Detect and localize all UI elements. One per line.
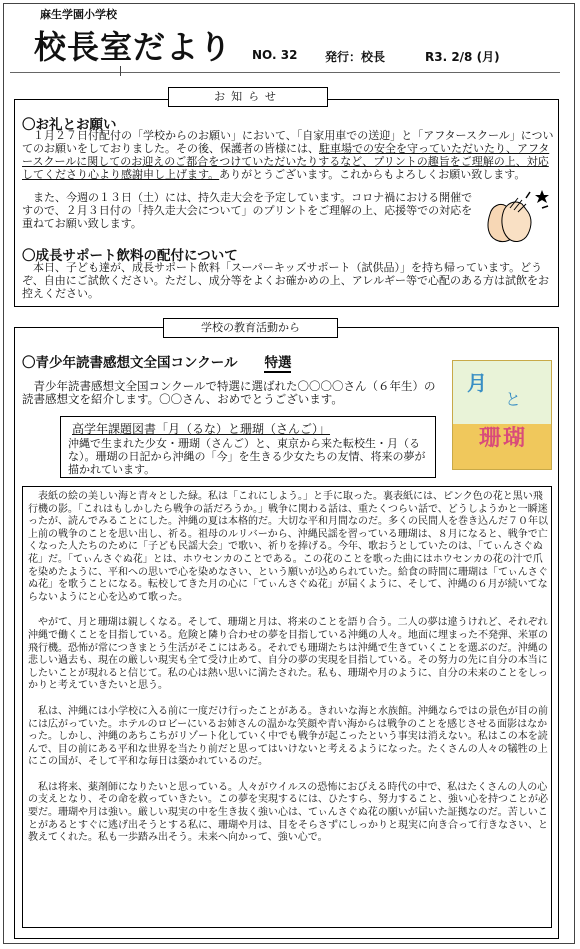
book-title: 高学年課題図書「月（るな）と珊瑚（さんご）」 (72, 422, 331, 436)
contest-title: 〇青少年読書感想文全国コンクール (22, 355, 238, 371)
cover-title-bottom: 珊瑚 (479, 425, 528, 451)
notice-2-heading: 〇成長サポート飲料の配付について (22, 248, 238, 264)
education-label: 学校の教育活動から (163, 318, 338, 338)
issue-date: R3. 2/8 (月) (425, 50, 500, 64)
title-divider (10, 72, 560, 73)
essay-paragraph-4: 私は将来、薬剤師になりたいと思っている。人々がウイルスの恐怖におびえる時代の中で、私はたくさんの人の心の支えとなり、その命を救っていきたい。この夢を実現するには、ひたすら、努力すること、強い心を持つことが必要だ。珊瑚や月は強い。厳しい現実の中を生き抜く強い心は、てぃんさぐぬ花の願いが届いた証拠なのだ。苦しいことがあるとすぐに逃げ出そうとする私に、珊瑚や月は、目をそらさずにしっかりと現実に向き合って行きなさい、と教えてくれた。私も一歩踏み出そう。未来へ向かって、強い心で。 (28, 781, 548, 844)
essay-paragraph-1: 表紙の絵の美しい海と青々とした緑。私は「これにしよう。」と手に取った。裏表紙には、ピンク色の花と黒い飛行機の影。「これはもしかしたら戦争の話だろうか。」戦争に関わる話は、重たくつらい話で、どうしようかと一瞬迷ったが、読んでみることにした。沖縄の夏は本格的だ。大切な平和月間なのだ。多くの民間人を巻き込んだ７０年以上前の戦争のことを思い出し、祈る。祖母のルリバーから、沖縄民謡を習っている珊瑚は、８月になると、戦争で亡くなった人たちのために「子ども民謡大会」で歌い、祈りを捧げる。今年、歌おうとしていたのは、「てぃんさぐぬ花」だ。「てぃんさぐぬ花」とは、ホウセンカのことである。この花のことを歌った曲にはホウセンカの花の汁で爪を染めたように、平和への思いで心を染めなさい、という願いが込められていた。給食の時間に珊瑚は「てぃんさぐぬ花」を歌うことになる。転校してきた月の心に「てぃんさぐぬ花」が届くように、そして、沖縄の６月が続いてならないようにと心を込めて歌った。 (28, 491, 548, 603)
newsletter-title: 校長室だより (34, 28, 233, 66)
notice-1-paragraph-2: また、今週の１３日（土）には、持久走大会を予定しています。コロナ禍における開催ですので、２月３日付の「持久走大会について」のプリントをご理解の上、応援等での対応を重ねてお願い致します。 (22, 191, 473, 230)
notice-1-text-c: ありがとうございます。これからもよろしくお願い致します。 (219, 168, 526, 181)
school-name: 麻生学園小学校 (40, 8, 117, 21)
essay-text (28, 491, 548, 845)
notice-1-text-underlined: 駐車場での安全を守っていただいたり、アフタースクールに関してのお迎えのご都合をつけていただいたりするなど、プリントの趣旨をご理解の上、対応してくださり心より感謝申し上げます。 (22, 142, 550, 181)
notice-1-text-a: １月２７日付配付の「学校からのお願い」において、「自家用車での送迎」と「アフタースクール」についてのお願いをしておりました。その後、保護者の皆様には、 (22, 129, 554, 155)
essay-paragraph-2: やがて、月と珊瑚は親しくなる。そして、珊瑚と月は、将来のことを語り合う。二人の夢は違うけれど、それぞれ沖縄で働くことを目指している。危険と隣り合わせの夢を目指している沖縄の人々。地面に埋まった不発弾、米軍の飛行機。恐怖が常につきまとう生活がそこにはある。それでも珊瑚たちは沖縄で生きていくことを選ぶのだ。沖縄の悲しい過去も、現在の厳しい現実も全て受け止めて、自分の夢の実現を目指している。その努力の先に自分の本当にしたいことが現れると信じて。私の心は熱い思いに満たされた。私も、珊瑚や月のように、自分の未来のことをしっかりと考えていきたいと思う。 (28, 617, 548, 692)
notice-2-paragraph: 本日、子ども達が、成長サポート飲料「スーパーキッズサポート（試供品）」を持ち帰っています。どうぞ、自由にご試飲ください。ただし、成分等をよくお確かめの上、アレルギー等で心配のある方は試飲をお控えください。 (22, 261, 550, 300)
award-label: 特選 (264, 355, 292, 371)
issue-number: NO. 32 (252, 48, 298, 62)
contest-intro: 青少年読書感想文全国コンクールで特選に選ばれた〇〇〇〇さん（６年生）の読書感想文を紹介します。〇〇さん、おめでとうございます。 (22, 379, 436, 406)
book-cover-image (452, 360, 552, 470)
clapping-hands-icon (482, 186, 552, 246)
notices-label: お知らせ (168, 87, 328, 107)
publisher: 発行：校長 (325, 50, 386, 64)
notice-1-paragraph-1 (22, 129, 557, 181)
cover-title-mid: と (505, 390, 522, 409)
notice-1-heading: 〇お礼とお願い (22, 117, 117, 133)
contest-heading (22, 351, 291, 371)
essay-paragraph-3: 私は、沖縄には小学校に入る前に一度だけ行ったことがある。きれいな海と水族館。沖縄ならではの景色が目の前には広がっていた。ホテルのロビーにいるお姉さんの温かな笑顔や青い海からは戦争のことを感じさせる面影はなかった。しかし、沖縄のあちこちがリゾート化していく中でも戦争が起こったという事実は消えない。私はこの本を読んで、目の前にある平和な世界を当たり前だと思ってはいけないと考えるようになった。たくさんの人々の犠牲の上にこの国が、そして平和な毎日は築かれているのだ。 (28, 705, 548, 768)
book-description: 沖縄で生まれた少女・珊瑚（さんご）と、東京から来た転校生・月（るな）。珊瑚の日記から沖縄の「今」を生きる少女たちの友情、将来の夢が描かれています。 (68, 437, 426, 476)
cover-title-top: 月 (467, 371, 487, 395)
title-tick (120, 66, 121, 76)
